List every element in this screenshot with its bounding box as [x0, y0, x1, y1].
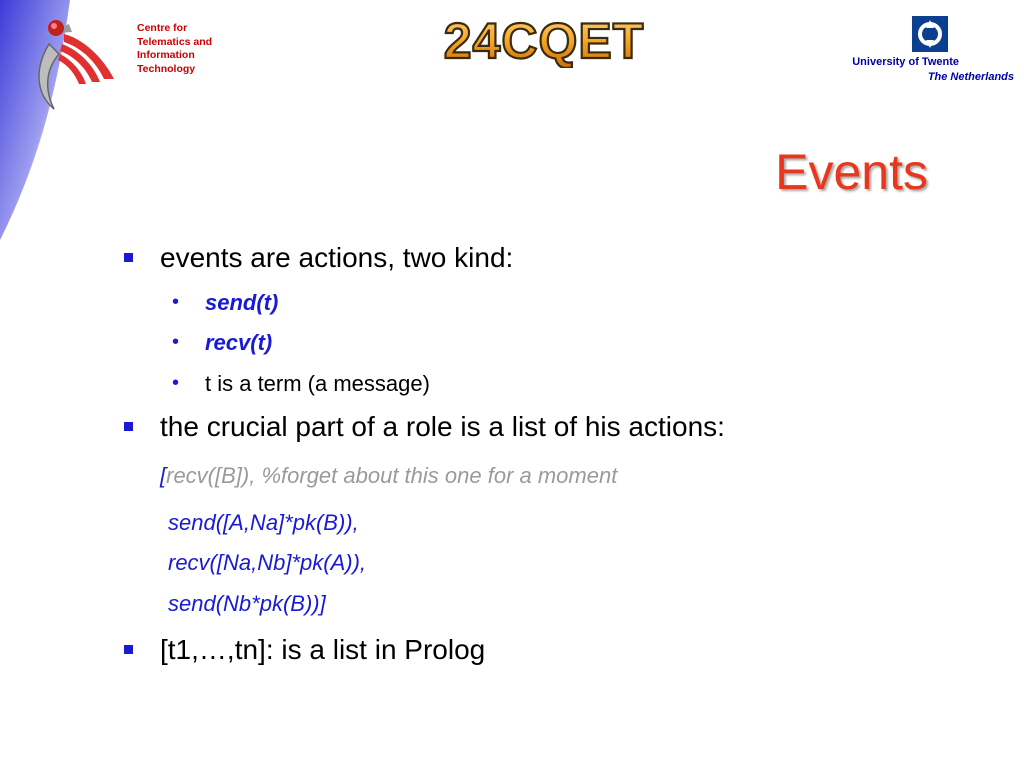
code-block-first-line: [160, 463, 617, 489]
bullet-dot-icon: •: [172, 331, 180, 353]
institute-line: Technology: [137, 62, 196, 75]
slide-title: Events: [775, 144, 928, 200]
bullet-text: the crucial part of a role is a list of his actions:: [160, 411, 725, 442]
institute-line: Centre for: [137, 22, 188, 34]
code-line: send(Nb*pk(B))]: [168, 591, 326, 616]
sub-bullet-text: send(t): [205, 290, 279, 315]
code-line: recv([Na,Nb]*pk(A)),: [168, 550, 367, 575]
bullet-square-icon: [124, 253, 133, 262]
brand-logo: [428, 10, 660, 68]
bullet-text: [t1,…,tn]: is a list in Prolog: [160, 634, 486, 665]
sub-bullet-text: recv(t): [205, 330, 273, 355]
code-line-comment: recv([B]), %forget about this one for a moment: [166, 463, 618, 488]
sub-bullet-text: t is a term (a message): [205, 371, 430, 396]
bullet-dot-icon: •: [172, 372, 180, 394]
institute-name: [137, 22, 212, 76]
institute-line: Information: [137, 49, 195, 61]
university-name: University of Twente: [852, 56, 959, 68]
brand-logo-text: 24CQET: [443, 13, 645, 68]
bullet-square-icon: [124, 645, 133, 654]
bullet-dot-icon: •: [172, 291, 180, 313]
university-country: The Netherlands: [927, 71, 1014, 83]
code-line: send([A,Na]*pk(B)),: [168, 510, 359, 535]
bullet-text: events are actions, two kind:: [160, 242, 514, 273]
university-logo: [912, 16, 948, 52]
code-open-bracket: [: [160, 463, 167, 488]
institute-line: Telematics and: [137, 35, 213, 48]
bullet-square-icon: [124, 422, 133, 431]
ctit-logo: [14, 14, 124, 114]
